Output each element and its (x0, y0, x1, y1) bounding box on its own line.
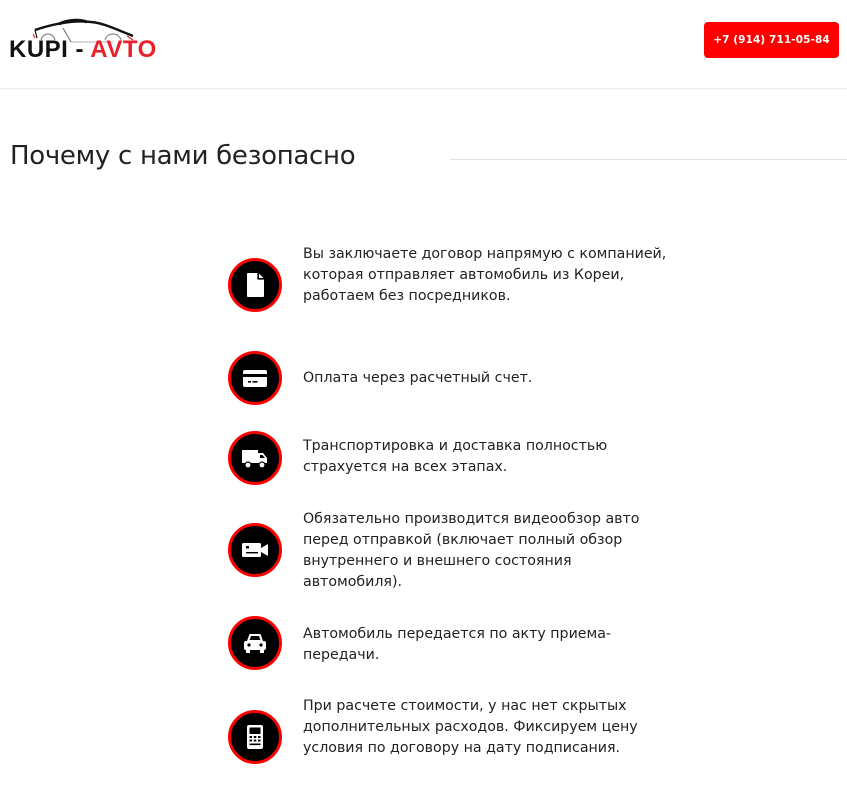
feature-text: Транспортировка и доставка полностью страхуется на всех этапах. (303, 438, 608, 475)
feature-text: Вы заключаете договор напрямую с компанией, которая отправляет автомобиль из Кореи, работаем без посредников. (303, 246, 667, 304)
document-icon (228, 258, 282, 312)
logo-link[interactable] (9, 14, 169, 70)
car-icon (228, 616, 282, 670)
phone-call-button[interactable]: +7 (914) 711-05-84 (704, 22, 839, 58)
video-camera-icon (228, 523, 282, 577)
feature-text: Обязательно производится видеообзор авто перед отправкой (включает полный обзор внутреннего и внешнего состояния автомобиля). (303, 511, 640, 590)
truck-icon (228, 431, 282, 485)
calculator-icon (228, 710, 282, 764)
feature-text: При расчете стоимости, у нас нет скрытых дополнительных расходов. Фиксируем цену условия по договору на дату подписания. (303, 698, 638, 756)
feature-text: Оплата через расчетный счет. (303, 370, 533, 386)
credit-card-icon (228, 351, 282, 405)
feature-text: Автомобиль передается по акту приема-передачи. (303, 626, 612, 663)
title-divider (450, 159, 847, 160)
section-title: Почему с нами безопасно (10, 141, 356, 171)
logo-text: KUPI - AVTO (9, 36, 157, 63)
site-header (0, 0, 847, 89)
